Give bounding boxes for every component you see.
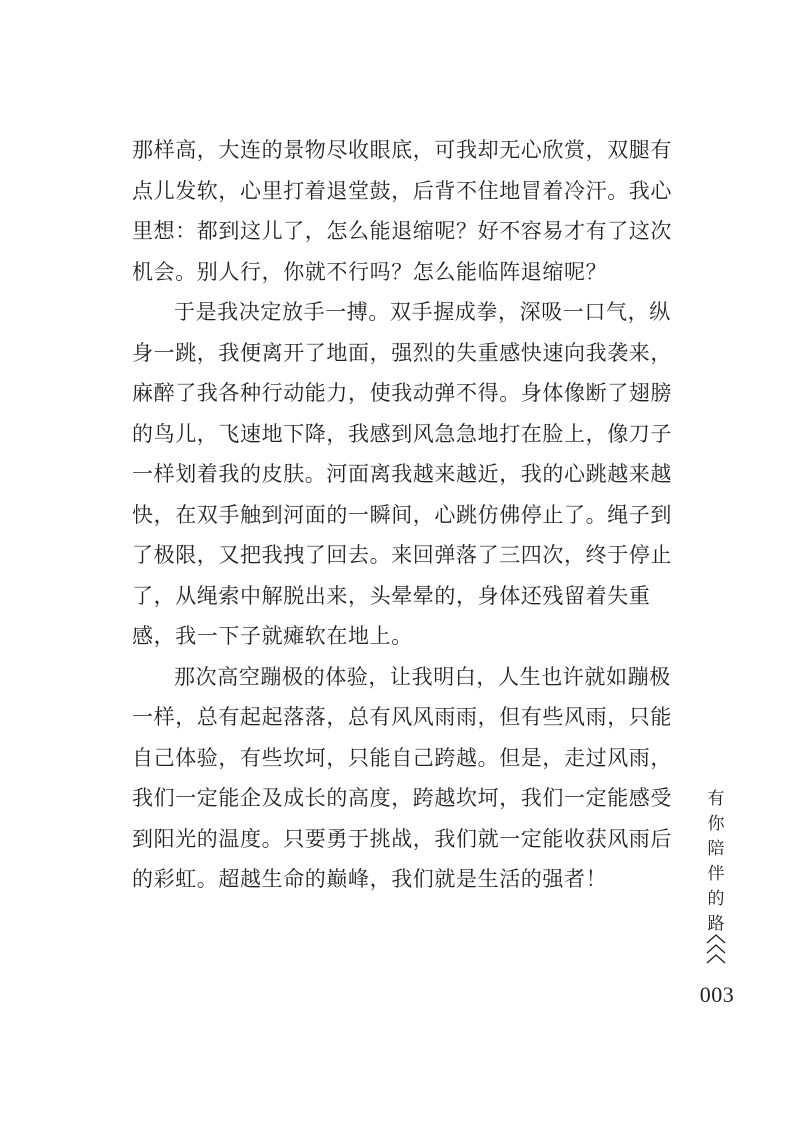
text-line: 于是我决定放手一搏。双手握成拳，深吸一口气，纵 bbox=[174, 300, 671, 324]
text-line: 麻醉了我各种行动能力，使我动弹不得。身体像断了翅膀 bbox=[132, 381, 672, 405]
running-title-char: 陪 bbox=[707, 839, 725, 859]
text-line: 我们一定能企及成长的高度，跨越坎坷，我们一定能感受 bbox=[132, 786, 672, 810]
text-line: 的鸟儿，飞速地下降，我感到风急急地打在脸上，像刀子 bbox=[132, 421, 672, 446]
text-line: 了极限，又把我拽了回去。来回弹落了三四次，终于停止 bbox=[132, 543, 672, 567]
text-line: 点儿发软，心里打着退堂鼓，后背不住地冒着冷汗。我心 bbox=[132, 178, 672, 203]
running-title-char: 你 bbox=[707, 814, 725, 834]
triple-chevron-up-icon bbox=[701, 932, 731, 966]
body-text bbox=[132, 130, 672, 900]
running-title-char: 的 bbox=[707, 889, 725, 909]
text-line: 里想：都到这儿了，怎么能退缩呢？好不容易才有了这次 bbox=[132, 219, 672, 243]
text-line: 一样，总有起起落落，总有风风雨雨，但有些风雨，只能 bbox=[132, 705, 672, 729]
text-line: 到阳光的温度。只要勇于挑战，我们就一定能收获风雨后 bbox=[132, 826, 672, 851]
running-title-char: 伴 bbox=[707, 864, 725, 884]
text-line: 快，在双手触到河面的一瞬间，心跳仿佛停止了。绳子到 bbox=[132, 502, 672, 527]
text-line: 感，我一下子就瘫软在地上。 bbox=[132, 624, 413, 648]
text-line: 了，从绳索中解脱出来，头晕晕的，身体还残留着失重 bbox=[132, 583, 651, 608]
running-title-char: 有 bbox=[707, 789, 725, 809]
text-line: 的彩虹。超越生命的巅峰，我们就是生活的强者！ bbox=[132, 867, 608, 891]
text-line: 自己体验，有些坎坷，只能自己跨越。但是，走过风雨， bbox=[132, 745, 672, 770]
page-number: 003 bbox=[699, 982, 735, 1007]
running-title-vertical bbox=[700, 787, 732, 937]
text-line: 身一跳，我便离开了地面，强烈的失重感快速向我袭来， bbox=[132, 340, 672, 365]
text-line: 机会。别人行，你就不行吗？怎么能临阵退缩呢？ bbox=[132, 259, 608, 284]
text-line: 那样高，大连的景物尽收眼底，可我却无心欣赏，双腿有 bbox=[132, 138, 672, 162]
running-title-char: 路 bbox=[707, 914, 725, 934]
text-line: 那次高空蹦极的体验，让我明白，人生也许就如蹦极 bbox=[174, 664, 671, 689]
text-line: 一样划着我的皮肤。河面离我越来越近，我的心跳越来越 bbox=[132, 462, 672, 486]
